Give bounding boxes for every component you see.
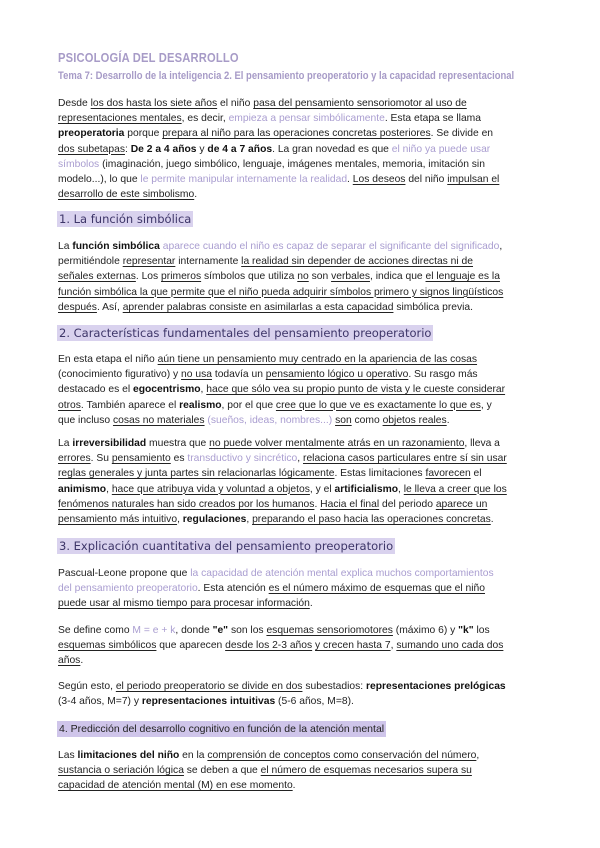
intro-line: símbolos (imaginación, juego simbólico, lenguaje, imágenes mentales, memoria, imitación sin <box>58 158 485 170</box>
intro-line: dos subetapas: De 2 a 4 años y de 4 a 7 años. La gran novedad es que el niño ya puede usar <box>58 143 491 155</box>
paragraph-line: fenómenos naturales han sido creados por los humanos. Hacia el final del periodo aparece un <box>58 498 488 510</box>
section-2-paragraph-a <box>58 352 542 428</box>
paragraph-line: La función simbólica aparece cuando el niño es capaz de separar el significante del significado, <box>58 241 503 252</box>
section-4-paragraph <box>58 748 542 794</box>
document-title: PSICOLOGÍA DEL DESARROLLO <box>58 50 239 65</box>
paragraph-line: función simbólica la que permite que el niño pueda adquirir símbolos primero y signos lingüísticos <box>58 286 504 298</box>
paragraph-line: (3-4 años, M=7) y representaciones intuitivas (5-6 años, M=8). <box>58 696 354 708</box>
paragraph-line: después. Así, aprender palabras consiste en asimilarlas a esta capacidad simbólica previa. <box>58 301 473 313</box>
intro-line: modelo...), lo que le permite manipular internamente la realidad. Los deseos del niño impulsan el <box>58 174 500 186</box>
section-heading-2: 2. Características fundamentales del pensamiento preoperatorio <box>59 326 432 340</box>
section-heading-1: 1. La función simbólica <box>59 212 192 226</box>
intro-line: representaciones mentales, es decir, empieza a pensar simbólicamente. Esta etapa se llama <box>58 113 481 125</box>
section-3-paragraph-c <box>58 679 542 709</box>
section-heading-3: 3. Explicación cuantitativa del pensamiento preoperatorio <box>59 539 394 553</box>
paragraph-line: que incluso cosas no materiales (sueños, ideas, nombres...) son como objetos reales. <box>58 414 450 426</box>
paragraph-line: años. <box>58 655 84 667</box>
paragraph-line: Según esto, el periodo preoperatorio se divide en dos subestadios: representaciones prelógicas <box>58 681 506 692</box>
intro-line: desarrollo de este simbolismo. <box>58 189 198 201</box>
paragraph-line: destacado es el egocentrismo, hace que sólo vea su propio punto de vista y le cueste considerar <box>58 384 506 396</box>
paragraph-line: Las limitaciones del niño en la comprensión de conceptos como conservación del número, <box>58 750 480 761</box>
section-1-paragraph <box>58 239 542 315</box>
paragraph-line: (conocimiento figurativo) y no usa todavía un pensamiento lógico u operativo. Su rasgo más <box>58 369 478 381</box>
paragraph-line: sustancia o seriación lógica se deben a que el número de esquemas necesarios supera su <box>58 765 472 777</box>
paragraph-line: animismo, hace que atribuya vida y voluntad a objetos, y el artificialismo, le lleva a creer que los <box>58 483 507 495</box>
intro-line: Desde los dos hasta los siete años el niño pasa del pensamiento sensoriomotor al uso de <box>58 98 467 109</box>
paragraph-line: capacidad de atención mental (M) en ese momento. <box>58 780 296 792</box>
section-2-paragraph-b <box>58 436 542 527</box>
section-heading-4: 4. Predicción del desarrollo cognitivo en función de la atención mental <box>59 723 385 735</box>
paragraph-line: esquemas simbólicos que aparecen desde los 2-3 años y crecen hasta 7, sumando uno cada dos <box>58 640 504 652</box>
paragraph-line: reglas generales y junta partes sin relacionarlas lógicamente. Estas limitaciones favorecen el <box>58 468 482 480</box>
paragraph-line: puede usar al mismo tiempo para procesar información. <box>58 598 313 610</box>
paragraph-line: Se define como M = e + k, donde "e" son los esquemas sensoriomotores (máximo 6) y "k" los <box>58 625 490 636</box>
section-3-paragraph-b <box>58 623 542 669</box>
section-3-paragraph-a <box>58 566 542 612</box>
paragraph-line: La irreversibilidad muestra que no puede volver mentalmente atrás en un razonamiento, lleva a <box>58 438 500 449</box>
paragraph-line: permitiéndole representar internamente la realidad sin depender de acciones directas ni de <box>58 256 474 268</box>
paragraph-line: Pascual-Leone propone que la capacidad de atención mental explica muchos comportamientos <box>58 568 494 579</box>
document-subtitle: Tema 7: Desarrollo de la inteligencia 2. El pensamiento preoperatorio y la capacidad representacional <box>58 70 515 82</box>
paragraph-line: pensamiento más intuitivo, regulaciones, preparando el paso hacia las operaciones concretas. <box>58 514 494 526</box>
paragraph-line: errores. Su pensamiento es transductivo y sincrético, relaciona casos particulares entre sí sin usar <box>58 453 507 465</box>
paragraph-line: En esta etapa el niño aún tiene un pensamiento muy centrado en la apariencia de las cosas <box>58 354 478 365</box>
paragraph-line: del pensamiento preoperatorio. Esta atención es el número máximo de esquemas que el niño <box>58 583 486 595</box>
paragraph-line: otros. También aparece el realismo, por el que cree que lo que ve es exactamente lo que es, y <box>58 399 492 411</box>
paragraph-line: señales externas. Los primeros símbolos que utiliza no son verbales, indica que el lenguaje es la <box>58 271 500 283</box>
intro-line: preoperatoria porque prepara al niño para las operaciones concretas posteriores. Se divide en <box>58 128 494 140</box>
intro-paragraph <box>58 96 542 202</box>
